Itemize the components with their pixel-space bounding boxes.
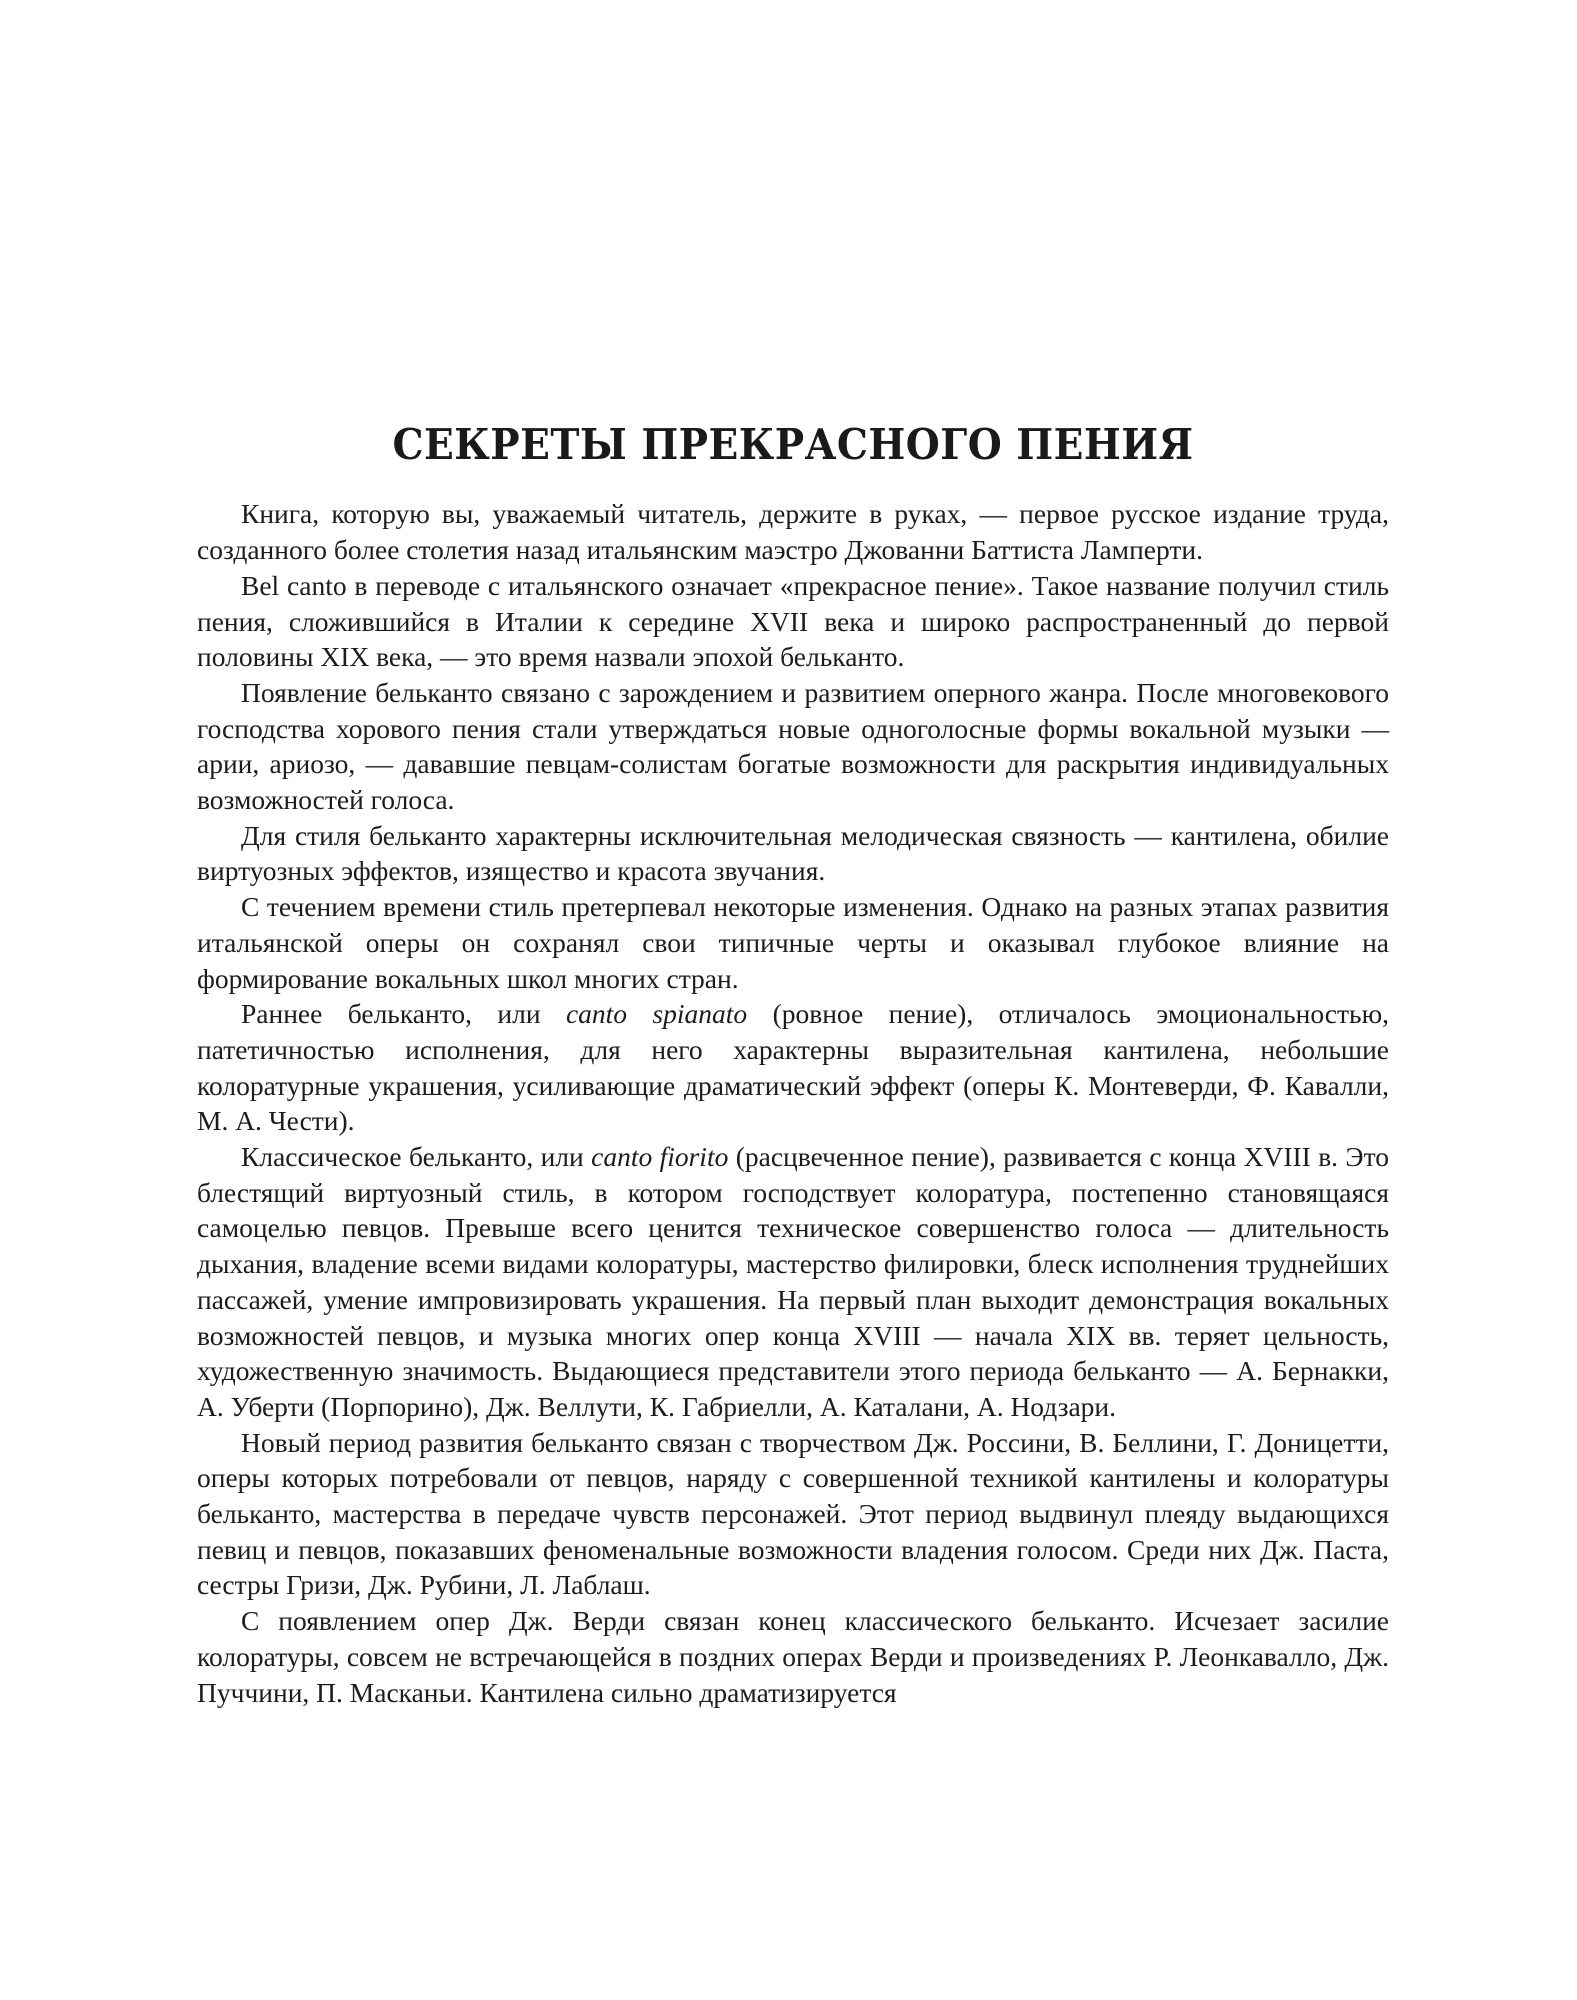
paragraph	[197, 818, 1389, 889]
paragraph-text: (расцвеченное пение), развивается с конца XVIII в. Это блестящий виртуозный стиль, в котором господствует колоратура, постепенно становящаяся самоцелью певцов. Превыше всего ценится техническое совершенство голоса — длительность дыхания, владение всеми видами колоратуры, мастерство филировки, блеск исполнения труднейших пассажей, умение импровизировать украшения. На первый план выходит демонстрация вокальных возможностей певцов, и музыка многих опер конца XVIII — начала XIX вв. теряет цельность, художественную значимость. Выдающиеся представители этого периода бельканто — А. Бернакки, А. Уберти (Порпорино), Дж. Веллути, К. Габриелли, А. Каталани, А. Нодзари.	[197, 1141, 1389, 1422]
italic-term: canto spianato	[565, 998, 748, 1030]
italic-term: canto fiorito	[591, 1141, 729, 1173]
paragraph-text: Раннее бельканто, или	[241, 998, 566, 1030]
paragraph-text: Появление бельканто связано с зарождением и развитием оперного жанра. После многовекового господства хорового пения стали утверждаться новые одноголосные формы вокальной музыки — арии, ариозо, — дававшие певцам-солистам богатые возможности для раскрытия индивидуальных возможностей голоса.	[197, 676, 1389, 816]
paragraph	[197, 1425, 1389, 1604]
paragraph	[197, 1603, 1389, 1710]
paragraph-text: Для стиля бельканто характерны исключительная мелодическая связность — кантилена, обилие виртуозных эффектов, изящество и красота звучания.	[197, 819, 1389, 887]
body-text	[197, 496, 1389, 1710]
paragraph-text: С течением времени стиль претерпевал некоторые изменения. Однако на разных этапах развития итальянской оперы он сохранял свои типичные черты и оказывал глубокое влияние на формирование вокальных школ многих стран.	[197, 891, 1389, 994]
paragraph-text: Новый период развития бельканто связан с творчеством Дж. Россини, В. Беллини, Г. Доницетти, оперы которых потребовали от певцов, наряду с совершенной техникой кантилены и колоратуры бельканто, мастерства в передаче чувств персонажей. Этот период выдвинул плеяду выдающихся певиц и певцов, показавших феноменальные возможности владения голосом. Среди них Дж. Паста, сестры Гризи, Дж. Рубини, Л. Лаблаш.	[197, 1426, 1389, 1601]
page-title: СЕКРЕТЫ ПРЕКРАСНОГО ПЕНИЯ	[392, 420, 1194, 469]
paragraph	[197, 675, 1389, 818]
paragraph-text: Книга, которую вы, уважаемый читатель, держите в руках, — первое русское издание труда, созданного более столетия назад итальянским маэстро Джованни Баттиста Ламперти.	[197, 498, 1389, 566]
paragraph	[197, 889, 1389, 996]
paragraph	[197, 996, 1389, 1139]
paragraph	[197, 496, 1389, 567]
paragraph-text: С появлением опер Дж. Верди связан конец классического бельканто. Исчезает засилие колоратуры, совсем не встречающейся в поздних операх Верди и произведениях Р. Леонкавалло, Дж. Пуччини, П. Масканьи. Кантилена сильно драматизируется	[197, 1605, 1389, 1708]
paragraph-text: Bel canto в переводе с итальянского означает «прекрасное пение». Такое название получил стиль пения, сложившийся в Италии к середине XVII века и широко распространенный до первой половины XIX века, — это время назвали эпохой бельканто.	[197, 569, 1389, 673]
paragraph-text: Классическое бельканто, или	[241, 1141, 592, 1173]
paragraph	[197, 568, 1389, 675]
document-page	[197, 420, 1389, 1710]
paragraph	[197, 1139, 1389, 1425]
paragraph-text: (ровное пение), отличалось эмоциональностью, патетичностью исполнения, для него характерны выразительная кантилена, небольшие колоратурные украшения, усиливающие драматический эффект (оперы К. Монтеверди, Ф. Кавалли, М. А. Чести).	[197, 998, 1389, 1137]
